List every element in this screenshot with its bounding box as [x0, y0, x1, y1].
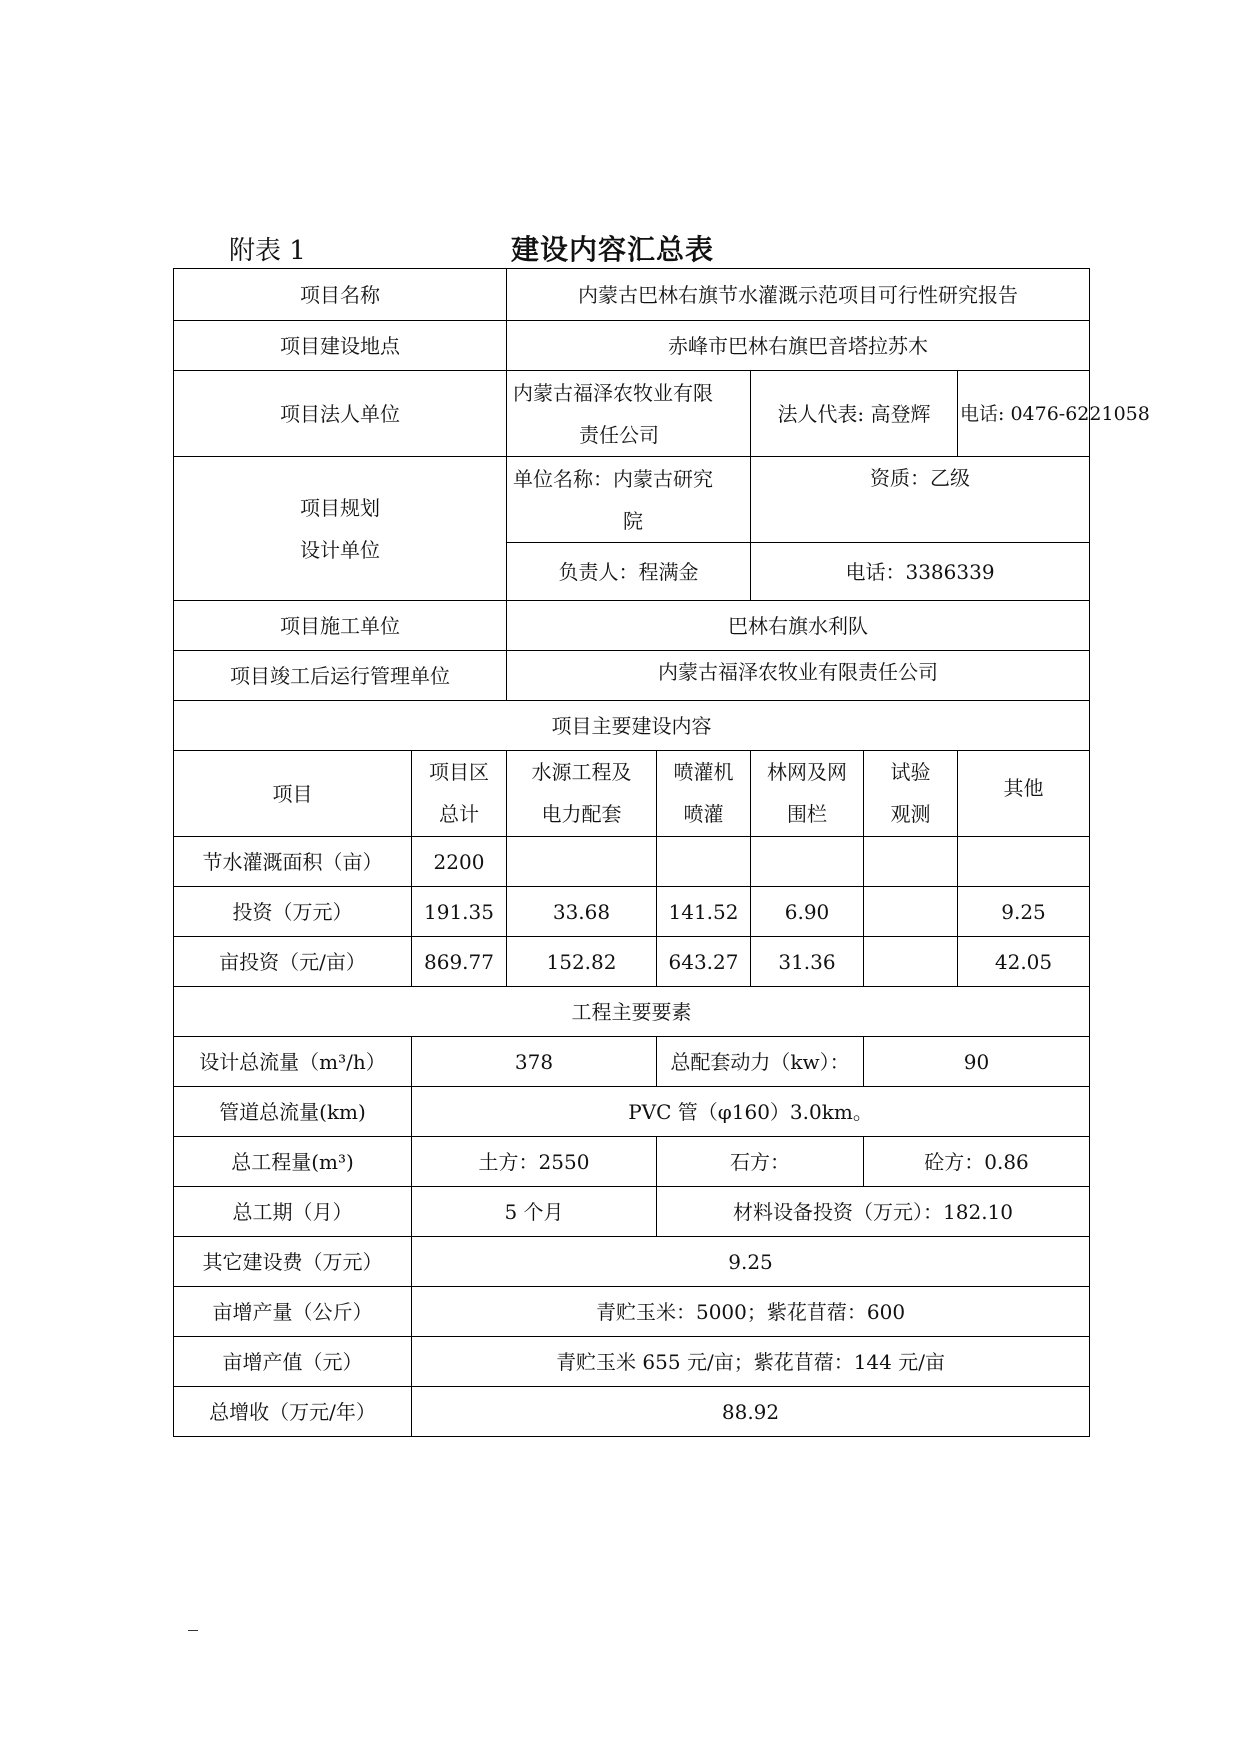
- content-header-monitoring-line1: 试验: [890, 760, 931, 784]
- legal-representative: 法人代表: 高登辉: [751, 371, 958, 457]
- content-row-label: 投资（万元）: [174, 887, 412, 937]
- content-cell: 31.36: [751, 937, 864, 987]
- content-header-forest-line1: 林网及网: [767, 760, 847, 784]
- content-cell: 42.05: [958, 937, 1090, 987]
- content-header-forest-line2: 围栏: [787, 802, 827, 826]
- content-header-monitoring-line2: 观测: [890, 802, 931, 826]
- row-design-unit-1: [174, 457, 1090, 543]
- design-unit-label-line2: 设计单位: [300, 537, 380, 562]
- content-cell: [958, 837, 1090, 887]
- design-unit-label: [174, 457, 507, 601]
- row-project-name: [174, 269, 1090, 321]
- row-location: [174, 321, 1090, 371]
- quantity-stone: 石方：: [657, 1137, 864, 1187]
- design-unit-phone: 电话：3386339: [751, 543, 1090, 601]
- duration-label: 总工期（月）: [174, 1187, 412, 1237]
- output-value-label: 亩增产值（元）: [174, 1337, 412, 1387]
- content-cell: [507, 837, 657, 887]
- design-unit-name-line2: 院: [623, 508, 643, 533]
- content-header-water-line2: 电力配套: [541, 802, 622, 826]
- content-row-label: 亩投资（元/亩）: [174, 937, 412, 987]
- duration-value: 5 个月: [412, 1187, 657, 1237]
- row-yield: [174, 1287, 1090, 1337]
- project-name-label: 项目名称: [174, 269, 507, 321]
- content-cell: [657, 837, 751, 887]
- power-value: 90: [864, 1037, 1090, 1087]
- operation-unit-label: 项目竣工后运行管理单位: [174, 651, 507, 701]
- output-value-value: 青贮玉米 655 元/亩；紫花苜蓿：144 元/亩: [412, 1337, 1090, 1387]
- content-cell: [864, 937, 958, 987]
- row-design-flow: [174, 1037, 1090, 1087]
- legal-entity-name-line1: 内蒙古福泽农牧业有限: [513, 380, 713, 405]
- row-total-income: [174, 1387, 1090, 1437]
- content-header-item-text: 项目: [272, 781, 313, 806]
- row-main-content-header: [174, 701, 1090, 751]
- elements-header: 工程主要要素: [174, 987, 1090, 1037]
- row-elements-header: [174, 987, 1090, 1037]
- row-content-headers: [174, 751, 1090, 837]
- content-cell: 9.25: [958, 887, 1090, 937]
- content-header-total: [412, 751, 507, 837]
- total-income-value: 88.92: [412, 1387, 1090, 1437]
- row-construction-unit: [174, 601, 1090, 651]
- content-cell: [864, 837, 958, 887]
- main-content-header: 项目主要建设内容: [174, 701, 1090, 751]
- design-unit-name: [507, 457, 751, 543]
- summary-table: [173, 268, 1150, 1437]
- material-investment: 材料设备投资（万元）：182.10: [657, 1187, 1090, 1237]
- legal-entity-name: [507, 371, 751, 457]
- content-cell: [864, 887, 958, 937]
- page-heading: [173, 224, 1089, 268]
- row-output-value: [174, 1337, 1090, 1387]
- other-cost-value: 9.25: [412, 1237, 1090, 1287]
- content-header-sprinkler-line2: 喷灌: [683, 802, 724, 826]
- quantity-earth: 土方：2550: [412, 1137, 657, 1187]
- row-legal-entity: [174, 371, 1090, 457]
- row-operation-unit: [174, 651, 1090, 701]
- design-flow-label: 设计总流量（m³/h）: [174, 1037, 412, 1087]
- pipe-label: 管道总流量(km): [174, 1087, 412, 1137]
- row-other-cost: [174, 1237, 1090, 1287]
- row-duration: [174, 1187, 1090, 1237]
- legal-entity-name-line2: 责任公司: [579, 422, 659, 447]
- construction-unit-value: 巴林右旗水利队: [507, 601, 1090, 651]
- other-cost-label: 其它建设费（万元）: [174, 1237, 412, 1287]
- content-header-forest-fence: [751, 751, 864, 837]
- content-cell: 141.52: [657, 887, 751, 937]
- content-header-other: 其他: [958, 751, 1090, 837]
- content-cell: 6.90: [751, 887, 864, 937]
- content-header-monitoring: [864, 751, 958, 837]
- content-cell: [751, 837, 864, 887]
- legal-entity-phone: 电话: 0476-6221058: [958, 371, 1090, 457]
- content-header-sprinkler-line1: 喷灌机: [673, 760, 734, 784]
- quantity-concrete: 砼方：0.86: [864, 1137, 1090, 1187]
- total-income-label: 总增收（万元/年）: [174, 1387, 412, 1437]
- content-header-sprinkler: [657, 751, 751, 837]
- content-row-per-mu: [174, 937, 1090, 987]
- footer-dash: [188, 1630, 198, 1631]
- content-cell: 869.77: [412, 937, 507, 987]
- design-flow-value: 378: [412, 1037, 657, 1087]
- content-header-item: [174, 751, 412, 837]
- legal-entity-label: 项目法人单位: [174, 371, 507, 457]
- power-label: 总配套动力（kw）：: [657, 1037, 864, 1087]
- content-header-total-line1: 项目区: [429, 760, 489, 784]
- quantity-label: 总工程量(m³): [174, 1137, 412, 1187]
- design-unit-label-line1: 项目规划: [300, 495, 380, 520]
- content-cell: 152.82: [507, 937, 657, 987]
- construction-unit-label: 项目施工单位: [174, 601, 507, 651]
- pipe-value: PVC 管（φ160）3.0km。: [412, 1087, 1090, 1137]
- design-unit-person: 负责人：程满金: [507, 543, 751, 601]
- content-row-label: 节水灌溉面积（亩）: [174, 837, 412, 887]
- location-label: 项目建设地点: [174, 321, 507, 371]
- content-header-total-line2: 总计: [439, 802, 479, 826]
- row-quantity: [174, 1137, 1090, 1187]
- appendix-label: 附表 1: [229, 236, 306, 266]
- content-cell: 191.35: [412, 887, 507, 937]
- operation-unit-value: 内蒙古福泽农牧业有限责任公司: [507, 651, 1090, 701]
- yield-label: 亩增产量（公斤）: [174, 1287, 412, 1337]
- document-title: 建设内容汇总表: [511, 233, 715, 266]
- content-cell: 33.68: [507, 887, 657, 937]
- content-header-water-source: [507, 751, 657, 837]
- content-cell: 2200: [412, 837, 507, 887]
- project-name-value: 内蒙古巴林右旗节水灌溉示范项目可行性研究报告: [507, 269, 1090, 321]
- design-unit-qualification: 资质：乙级: [751, 457, 1090, 543]
- location-value: 赤峰市巴林右旗巴音塔拉苏木: [507, 321, 1090, 371]
- content-header-water-line1: 水源工程及: [531, 760, 632, 784]
- content-row-area: [174, 837, 1090, 887]
- design-unit-name-line1: 单位名称：内蒙古研究: [513, 466, 713, 491]
- content-row-investment: [174, 887, 1090, 937]
- row-pipe: [174, 1087, 1090, 1137]
- content-cell: 643.27: [657, 937, 751, 987]
- yield-value: 青贮玉米：5000；紫花苜蓿：600: [412, 1287, 1090, 1337]
